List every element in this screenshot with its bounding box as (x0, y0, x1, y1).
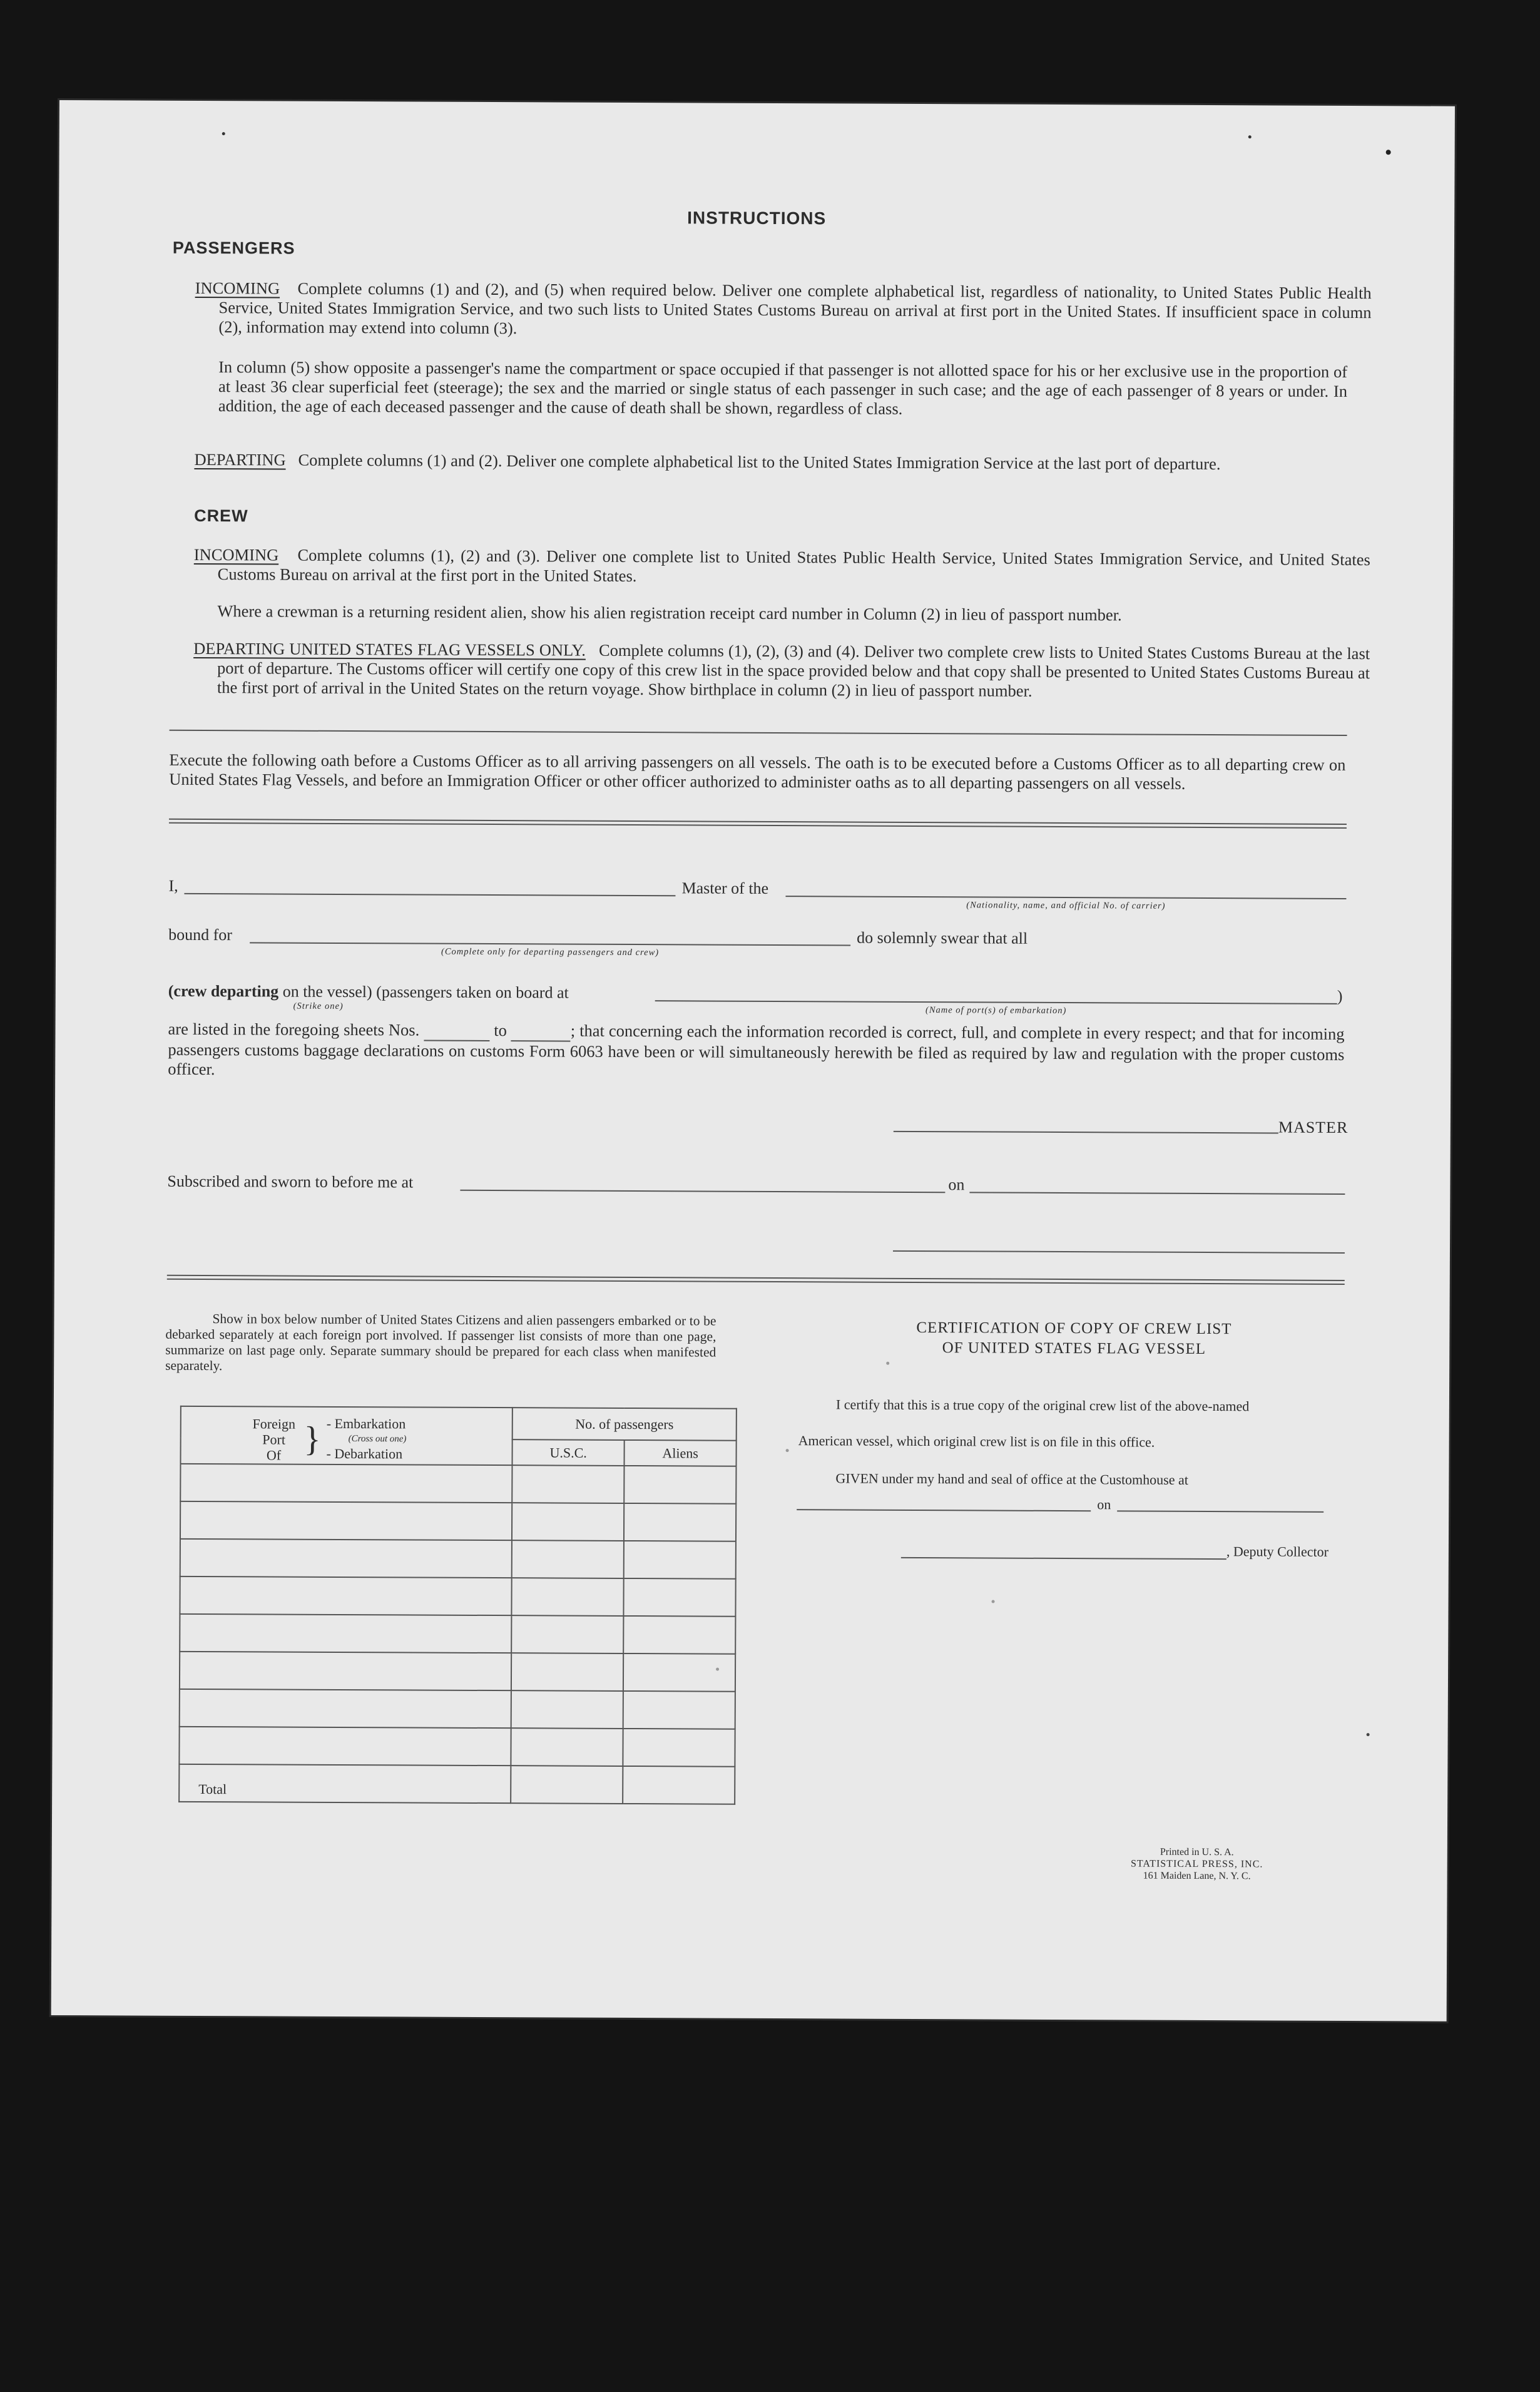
crew-heading: CREW (194, 506, 248, 526)
no-of-passengers-header: No. of passengers (512, 1408, 737, 1441)
passengers-incoming-instruction (195, 279, 1371, 342)
port-cell[interactable] (180, 1464, 512, 1503)
usc-cell[interactable] (511, 1690, 623, 1729)
aliens-cell[interactable] (623, 1653, 735, 1692)
paper-speck (1248, 135, 1252, 138)
passengers-taken-option[interactable]: (passengers taken on board at (376, 983, 569, 1002)
bound-for-label: bound for (168, 925, 233, 944)
summary-instructions: Show in box below number of United States Citizens and alien passengers embarked or to be debarked separately at each foreign port involved. If passenger list consists of more than one page, summarize on last page only. Separate summary should be prepared for each class when manifested separately. (165, 1311, 716, 1374)
paper-speck (1367, 1733, 1370, 1736)
printer-line1: Printed in U. S. A. (1160, 1846, 1234, 1858)
carrier-line[interactable] (785, 896, 1346, 899)
cross-out-caption: (Cross out one) (348, 1434, 407, 1444)
crew-departing-label: DEPARTING UNITED STATES FLAG VESSELS ONLY. (193, 638, 586, 660)
sheet-from-field[interactable] (424, 1021, 489, 1041)
master-signature-line[interactable] (894, 1131, 1278, 1134)
usc-cell[interactable] (511, 1728, 623, 1766)
printer-line3: 161 Maiden Lane, N. Y. C. (1143, 1870, 1251, 1882)
strike-one-clause (168, 982, 569, 1003)
oath-i-label: I, (168, 876, 178, 895)
port-cell[interactable] (180, 1539, 512, 1578)
usc-cell[interactable] (512, 1465, 624, 1503)
passenger-summary-table (178, 1406, 737, 1805)
swear-text: do solemnly swear that all (857, 928, 1028, 948)
total-label-cell (179, 1764, 511, 1803)
aliens-cell[interactable] (624, 1466, 736, 1504)
port-label: Port (262, 1431, 286, 1448)
document-page (51, 100, 1455, 2021)
master-of-the-label: Master of the (681, 879, 769, 897)
certification-date-line[interactable] (1117, 1510, 1323, 1512)
master-label: MASTER (1278, 1118, 1349, 1137)
strike-one-caption: (Strike one) (293, 1001, 344, 1011)
brace-glyph: } (303, 1419, 321, 1459)
oath-intro: Execute the following oath before a Customs Officer as to all arriving passengers on all vessels. The oath is to be executed before a Customs Officer as to all departing crew on United States Flag Vessels, and before an Immigration Officer or other officer authorized to administer oaths as to all departing passengers on all vessels. (169, 750, 1346, 793)
port-cell[interactable] (180, 1614, 511, 1653)
passengers-incoming-label: INCOMING (195, 278, 280, 298)
instructions-heading: INSTRUCTIONS (687, 208, 827, 228)
sheet-to-field[interactable] (511, 1021, 571, 1041)
printer-imprint (1066, 1846, 1328, 1883)
embarkation-ports-caption: (Name of port(s) of embarkation) (925, 1005, 1067, 1016)
subscribed-place-line[interactable] (460, 1190, 945, 1193)
embarkation-option[interactable]: - Embarkation (326, 1415, 406, 1432)
usc-header: U.S.C. (512, 1439, 625, 1466)
certify-line2: American vessel, which original crew list is on file in this office. (798, 1433, 1155, 1450)
paper-speck (992, 1600, 995, 1603)
deputy-collector-label: , Deputy Collector (1226, 1543, 1329, 1560)
subscribed-date-line[interactable] (969, 1192, 1345, 1195)
port-cell[interactable] (179, 1727, 511, 1766)
paper-speck (886, 1362, 889, 1365)
officer-signature-line[interactable] (893, 1250, 1345, 1254)
debarkation-option[interactable]: - Debarkation (326, 1445, 403, 1462)
crew-returning-instruction: Where a crewman is a returning resident alien, show his alien registration receipt card number in Column (2) in lieu of passport number. (217, 601, 1122, 625)
paper-speck (786, 1449, 789, 1452)
master-name-line[interactable] (184, 893, 675, 896)
port-cell[interactable] (180, 1689, 511, 1728)
aliens-cell[interactable] (624, 1541, 736, 1579)
crew-incoming-instruction (194, 545, 1370, 589)
certification-title-line1: CERTIFICATION OF COPY OF CREW LIST (916, 1319, 1232, 1338)
certification-title-line2: OF UNITED STATES FLAG VESSEL (942, 1339, 1206, 1358)
foreign-port-of-label (246, 1416, 302, 1463)
foreign-label: Foreign (252, 1416, 296, 1432)
port-cell[interactable] (180, 1577, 511, 1615)
crew-departing-text: Complete columns (1), (2), (3) and (4). Deliver two complete crew lists to United States Customs Bureau at the last port of departure. The Customs officer will certify one copy of this crew list in the space provided below and that copy shall be presented to United States Customs Bureau at the first port of arrival in the United States on the return voyage. Show birthplace in column (2) in lieu of passport number. (217, 640, 1370, 700)
of-label: Of (266, 1447, 282, 1463)
passengers-departing-instruction (194, 450, 1370, 474)
passengers-heading: PASSENGERS (172, 238, 295, 258)
aliens-cell[interactable] (623, 1729, 735, 1767)
passengers-departing-label: DEPARTING (194, 449, 286, 469)
double-divider (169, 819, 1347, 829)
divider (170, 730, 1347, 736)
passengers-incoming-text: Complete columns (1) and (2), and (5) when required below. Deliver one complete alphabetical list, regardless of nationality, to United States Public Health Service, United States Immigration Service, and two such lists to United States Customs Bureau on arrival at first port in the United States. If insufficient space in column (2), information may extend into column (3). (218, 279, 1372, 338)
crew-incoming-label: INCOMING (193, 544, 279, 565)
passengers-column5-instruction: In column (5) show opposite a passenger's name the compartment or space occupied if that passenger is not allotted space for his or her exclusive use in the proportion of at least 36 clear superficial feet (steerage); the sex and the married or single status of each passenger in such case; and the age of each passenger of 8 years or under. In addition, the age of each deceased passenger and the cause of death shall be shown, regardless of class. (218, 357, 1348, 418)
usc-cell[interactable] (511, 1615, 623, 1653)
usc-cell[interactable] (512, 1578, 624, 1616)
to-label: to (494, 1021, 507, 1040)
crew-departing-instruction (193, 639, 1370, 702)
certification-title (817, 1317, 1330, 1360)
usc-cell[interactable] (511, 1653, 623, 1691)
listed-prefix: are listed in the foregoing sheets Nos. (168, 1019, 420, 1040)
double-divider-lower (167, 1275, 1345, 1285)
aliens-total-cell[interactable] (623, 1766, 735, 1804)
port-header-cell (180, 1406, 512, 1465)
listed-statement (168, 1020, 1344, 1084)
usc-cell[interactable] (512, 1503, 624, 1541)
on-the-vessel-text: on the vessel) (282, 982, 372, 1001)
subscribed-label: Subscribed and sworn to before me at (167, 1172, 414, 1192)
close-paren: ) (1337, 986, 1343, 1005)
port-cell[interactable] (180, 1501, 512, 1540)
subscribed-on-label: on (948, 1175, 965, 1194)
listed-text: ; that concerning each the information recorded is correct, full, and complete in every respect; and that for incoming passengers customs baggage declarations on customs Form 6063 have been or will simultaneously herewith be filed as required by law and regulation with the proper customs officer. (168, 1021, 1345, 1079)
certification-on-label: on (1097, 1496, 1111, 1513)
carrier-caption: (Nationality, name, and official No. of carrier) (966, 900, 1166, 911)
bound-for-line[interactable] (250, 942, 850, 946)
usc-cell[interactable] (512, 1540, 624, 1578)
port-cell[interactable] (180, 1652, 511, 1690)
certify-line1: I certify that this is a true copy of the original crew list of the above-named (835, 1396, 1250, 1414)
aliens-cell[interactable] (623, 1616, 735, 1654)
bound-for-caption: (Complete only for departing passengers and crew) (441, 946, 660, 958)
aliens-cell[interactable] (624, 1503, 736, 1541)
customhouse-place-line[interactable] (797, 1509, 1091, 1511)
crew-departing-option[interactable]: (crew departing (168, 981, 279, 1001)
deputy-collector-signature-line[interactable] (901, 1557, 1226, 1560)
passengers-departing-text: Complete columns (1) and (2). Deliver one complete alphabetical list to the United States Immigration Service at the last port of departure. (298, 450, 1221, 474)
paper-speck (716, 1668, 719, 1671)
paper-speck (222, 132, 225, 135)
aliens-header: Aliens (625, 1440, 737, 1466)
given-line: GIVEN under my hand and seal of office at the Customhouse at (835, 1470, 1188, 1488)
embark-debark-options (327, 1416, 407, 1462)
total-label: Total (198, 1781, 227, 1797)
printer-line2: STATISTICAL PRESS, INC. (1130, 1858, 1263, 1870)
crew-incoming-text: Complete columns (1), (2) and (3). Deliver one complete list to United States Public Health Service, United States Immigration Service, and United States Customs Bureau on arrival at the first port in the United States. (217, 545, 1370, 586)
paper-speck (1386, 150, 1391, 155)
aliens-cell[interactable] (624, 1578, 736, 1617)
usc-total-cell[interactable] (511, 1766, 623, 1804)
aliens-cell[interactable] (623, 1691, 735, 1729)
